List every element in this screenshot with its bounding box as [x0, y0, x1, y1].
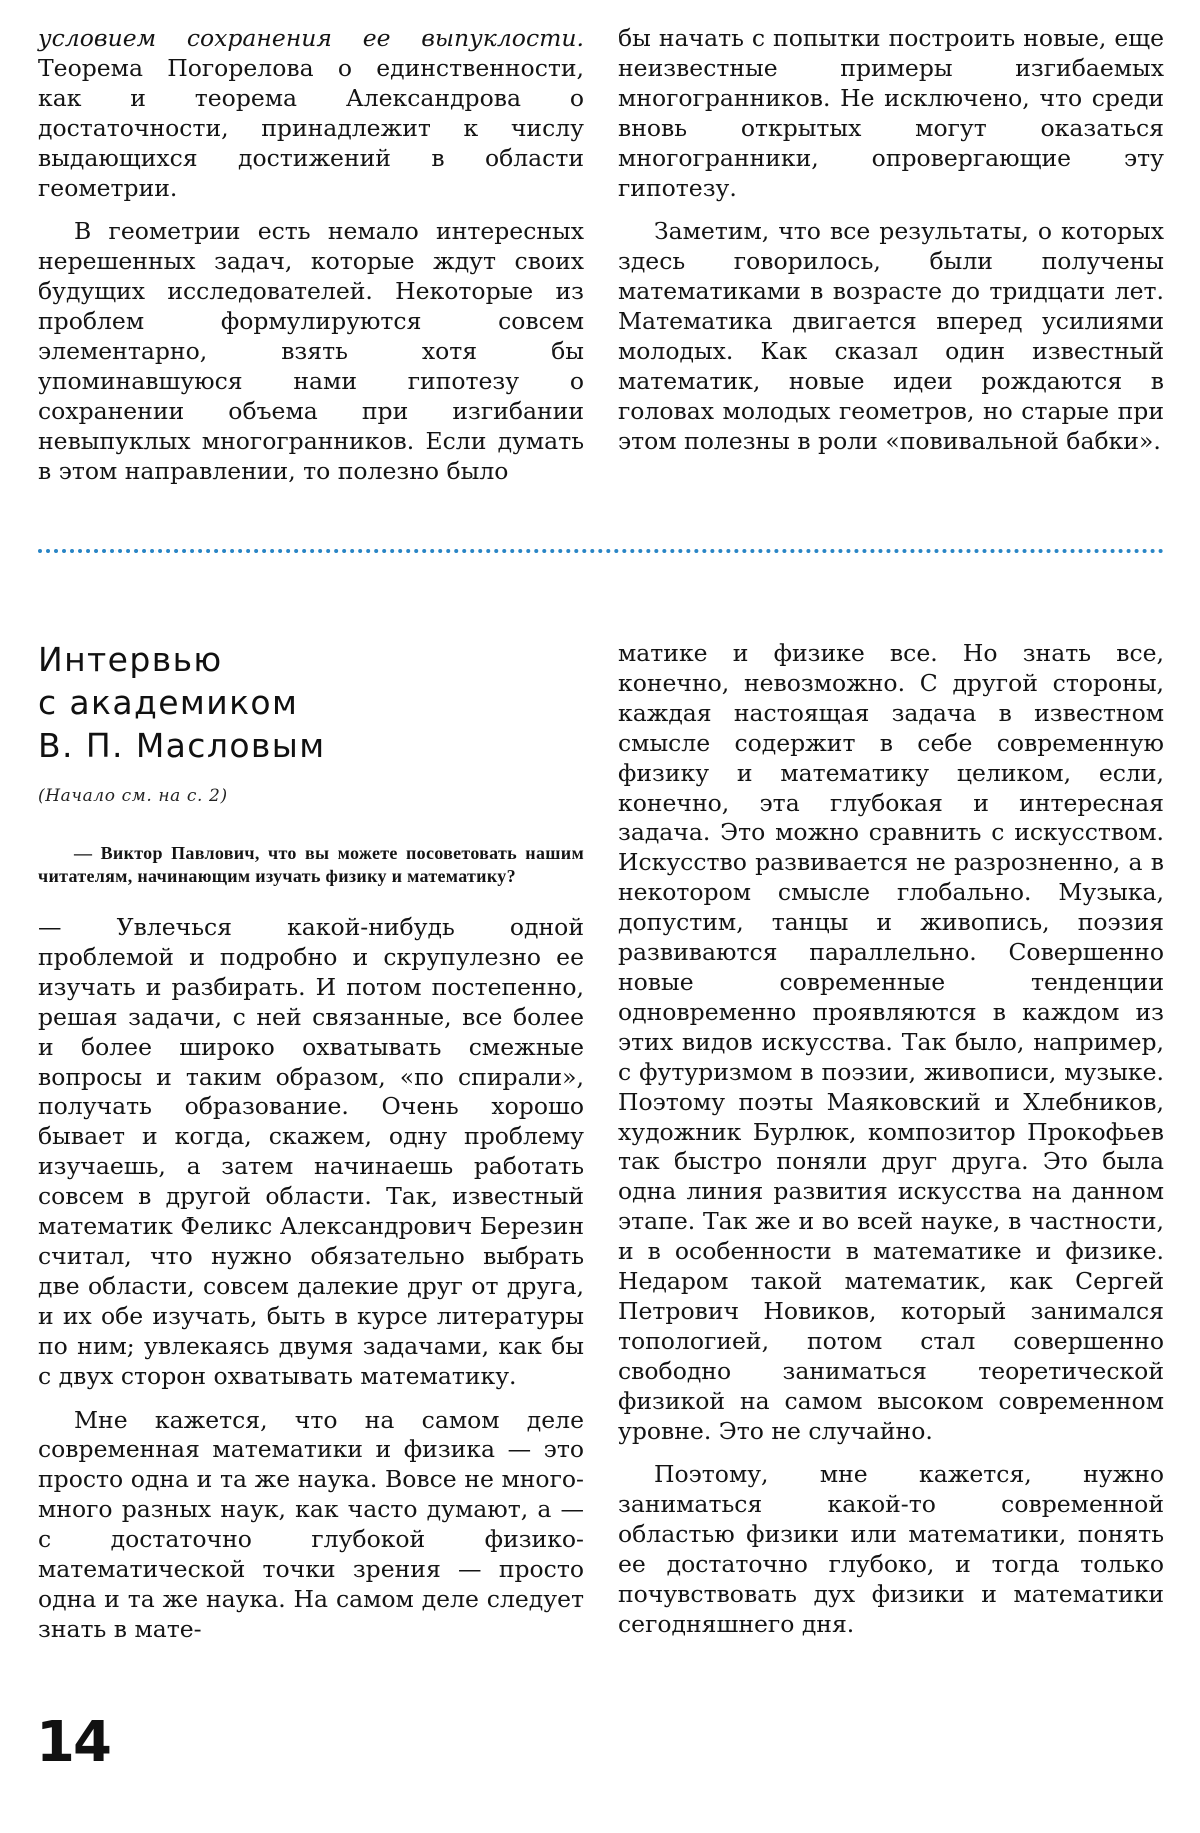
answer-paragraph-4: Поэтому, мне кажется, нужно заниматься какой-то современной областью физики или математики, понять ее достаточно глубоко, и тогда только почувствовать дух физики и математики сегодняшнего дня. [618, 1460, 1164, 1638]
title-line-1: Интервью [38, 640, 223, 679]
interview-question: — Виктор Павлович, что вы можете посоветовать нашим читателям, начинающим изучать физику и математику? [38, 843, 584, 886]
top-right-column [618, 24, 1164, 457]
top-right-paragraph-2: Заметим, что все результаты, о которых здесь говорилось, были получены математиками в возрасте до тридцати лет. Математика двигается вперед усилиями молодых. Как сказал один известный математик, новые идеи рождаются в головах молодых геометров, но старые при этом полезны в роли «повивальной бабки». [618, 217, 1164, 455]
article-title [38, 638, 584, 767]
top-right-paragraph-1: бы начать с попытки построить новые, еще неизвестные примеры изгибаемых многогранников. Не исключено, что среди вновь открытых могут оказаться многогранники, опровергающие эту гипотезу. [618, 24, 1164, 202]
answer-paragraph-2: Мне кажется, что на самом деле современная математики и физика — это просто одна и та же наука. Вовсе не много-много разных наук, как часто думают, а — с достаточно глубокой физико-математической точки зрения — просто одна и та же наука. На самом деле следует знать в мате- [38, 1405, 584, 1643]
italic-lead-in: условием сохранения ее выпуклости. [38, 24, 584, 52]
answer-paragraph-1: — Увлечься какой-нибудь одной проблемой и подробно и скрупулезно ее изучать и разбирать. И потом постепенно, решая задачи, с ней связанные, все более и более широко охватывать смежные вопросы и таким образом, «по спирали», получать образование. Очень хорошо бывает и когда, скажем, одну проблему изучаешь, а затем начинаешь работать совсем в другой области. Так, известный математик Феликс Александрович Березин считал, что нужно обязательно выбрать две области, совсем далекие друг от друга, и их обе изучать, быть в курсе литературы по ним; увлекаясь двумя задачами, как бы с двух сторон охватывать математику. [38, 913, 584, 1390]
continuation-note: (Начало см. на с. 2) [38, 786, 228, 806]
title-line-3: В. П. Масловым [38, 726, 326, 765]
page-number: 14 [36, 1710, 110, 1775]
top-left-column [38, 24, 584, 487]
section-divider [38, 549, 1164, 553]
interview-left-column [38, 913, 584, 1645]
answer-paragraph-3: матике и физике все. Но знать все, конечно, невозможно. С другой стороны, каждая настоящая задача в известном смысле содержит в себе современную физику и математику целиком, если, конечно, эта глубокая и интересная задача. Это можно сравнить с искусством. Искусство развивается не разрозненно, а в некотором смысле глобально. Музыка, допустим, танцы и живопись, поэзия развиваются параллельно. Совершенно новые современные тенденции одновременно проявляются в каждом из этих видов искусства. Так было, например, с футуризмом в поэзии, живописи, музыке. Поэтому поэты Маяковский и Хлебников, художник Бурлюк, композитор Прокофьев так быстро поняли друг друга. Это была одна линия развития искусства на данном этапе. Так же и во всей науке, в частности, и в особенности в математике и физике. Недаром такой математик, как Сергей Петрович Новиков, который занимался топологией, потом стал совершенно свободно заниматься теоретической физикой на самом высоком современном уровне. Это не случайно. [618, 639, 1164, 1445]
top-left-paragraph-1 [38, 24, 584, 203]
paragraph-text: Теорема Погорелова о единственности, как и теорема Александрова о достаточности, принадлежит к числу выдающихся достижений в области геометрии. [38, 53, 584, 202]
interview-right-column [618, 639, 1164, 1640]
title-line-2: с академиком [38, 683, 299, 722]
top-left-paragraph-2: В геометрии есть немало интересных нерешенных задач, которые ждут своих будущих исследователей. Некоторые из проблем формулируются совсем элементарно, взять хотя бы упоминавшуюся нами гипотезу о сохранении объема при изгибании невыпуклых многогранников. Если думать в этом направлении, то полезно было [38, 217, 584, 485]
